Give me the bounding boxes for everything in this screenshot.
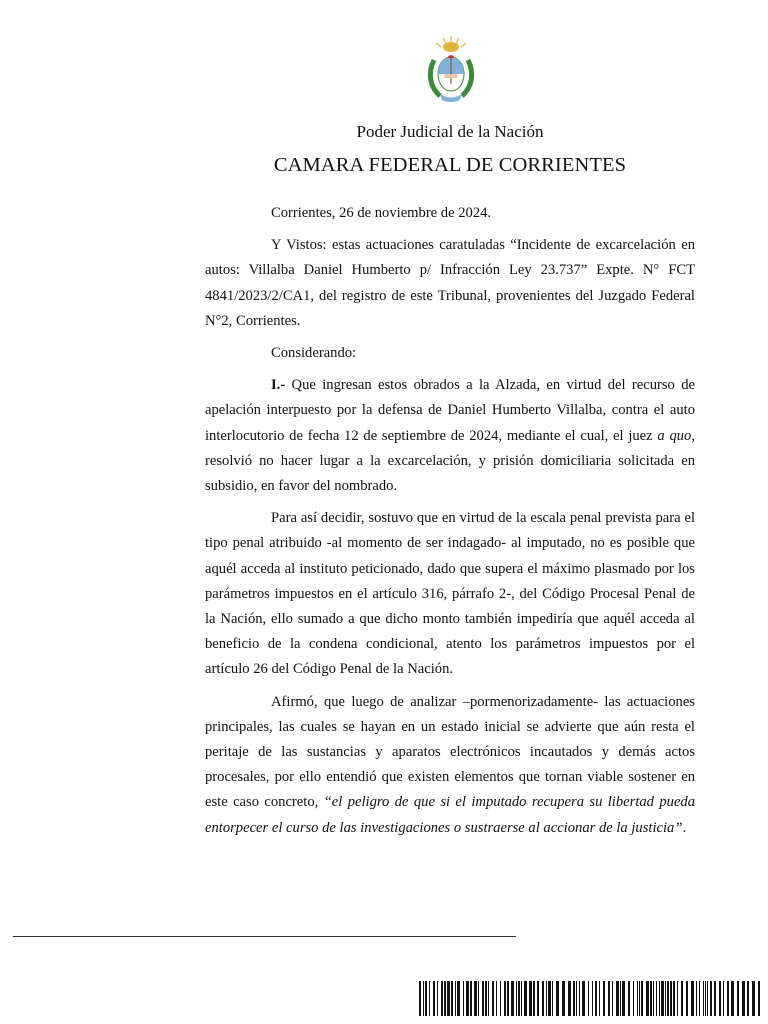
barcode-icon <box>419 981 762 1016</box>
paragraph-3 <box>205 690 695 841</box>
resolution-body <box>205 201 695 841</box>
paragraph-3-text-b: . <box>682 819 687 836</box>
chamber-title: CAMARA FEDERAL DE CORRIENTES <box>273 154 627 176</box>
paragraph-1 <box>205 373 695 499</box>
paragraph-1-text-a: Que ingresan estos obrados a la Alzada, en virtud del recurso de apelación interpuesto por la defensa de Daniel Humberto Villalba, contra el auto interlocutorio de fecha 12 de septiembre de 2024, mediante el cual, el juez <box>205 377 695 444</box>
paragraph-1-italic: a quo <box>657 427 692 444</box>
considerando-heading: Considerando: <box>271 345 357 362</box>
paragraph-3-quote: “el peligro de que si el imputado recupera su libertad pueda entorpecer el curso de las investigaciones o sustraerse al accionar de la justicia” <box>205 794 696 836</box>
footer-rule <box>13 936 516 937</box>
vistos-paragraph: Y Vistos: estas actuaciones caratuladas “Incidente de excarcelación en autos: Villalba Daniel Humberto p/ Infracción Ley 23.737” Expte. N° FCT 4841/2023/2/CA1, del registro de este Tribunal, provenientes del Juzgado Federal N°2, Corrientes. <box>205 237 695 329</box>
date-line: Corrientes, 26 de noviembre de 2024. <box>271 205 492 221</box>
paragraph-2: Para así decidir, sostuvo que en virtud de la escala penal prevista para el tipo penal atribuido -al momento de ser indagado- al imputado, no es posible que aquél acceda al instituto peticionado, dado que supera el máximo plasmado por los parámetros impuestos en el artículo 316, párrafo 2-, del Código Procesal Penal de la Nación, ello sumado a que dicho monto también impediría que aquél acceda al beneficio de la condena condicional, atento los parámetros impuestos por el artículo 26 del Código Penal de la Nación. <box>205 510 695 678</box>
coat-of-arms-icon <box>424 34 478 106</box>
paragraph-3-text-a: Afirmó, que luego de analizar –pormenorizadamente- las actuaciones principales, las cuales se hayan en un estado inicial se advierte que aún resta el peritaje de las sustancias y aparatos electrónicos incautados y demás actos procesales, por ello entendió que existen elementos que tornan viable sostener en este caso concreto, <box>205 693 695 811</box>
paragraph-1-numeral: I.- <box>271 377 286 394</box>
court-name: Poder Judicial de la Nación <box>356 122 544 141</box>
paragraph-1-text-b: , resolvió no hacer lugar a la excarcelación, y prisión domiciliaria solicitada en subsidio, en favor del nombrado. <box>205 427 695 495</box>
